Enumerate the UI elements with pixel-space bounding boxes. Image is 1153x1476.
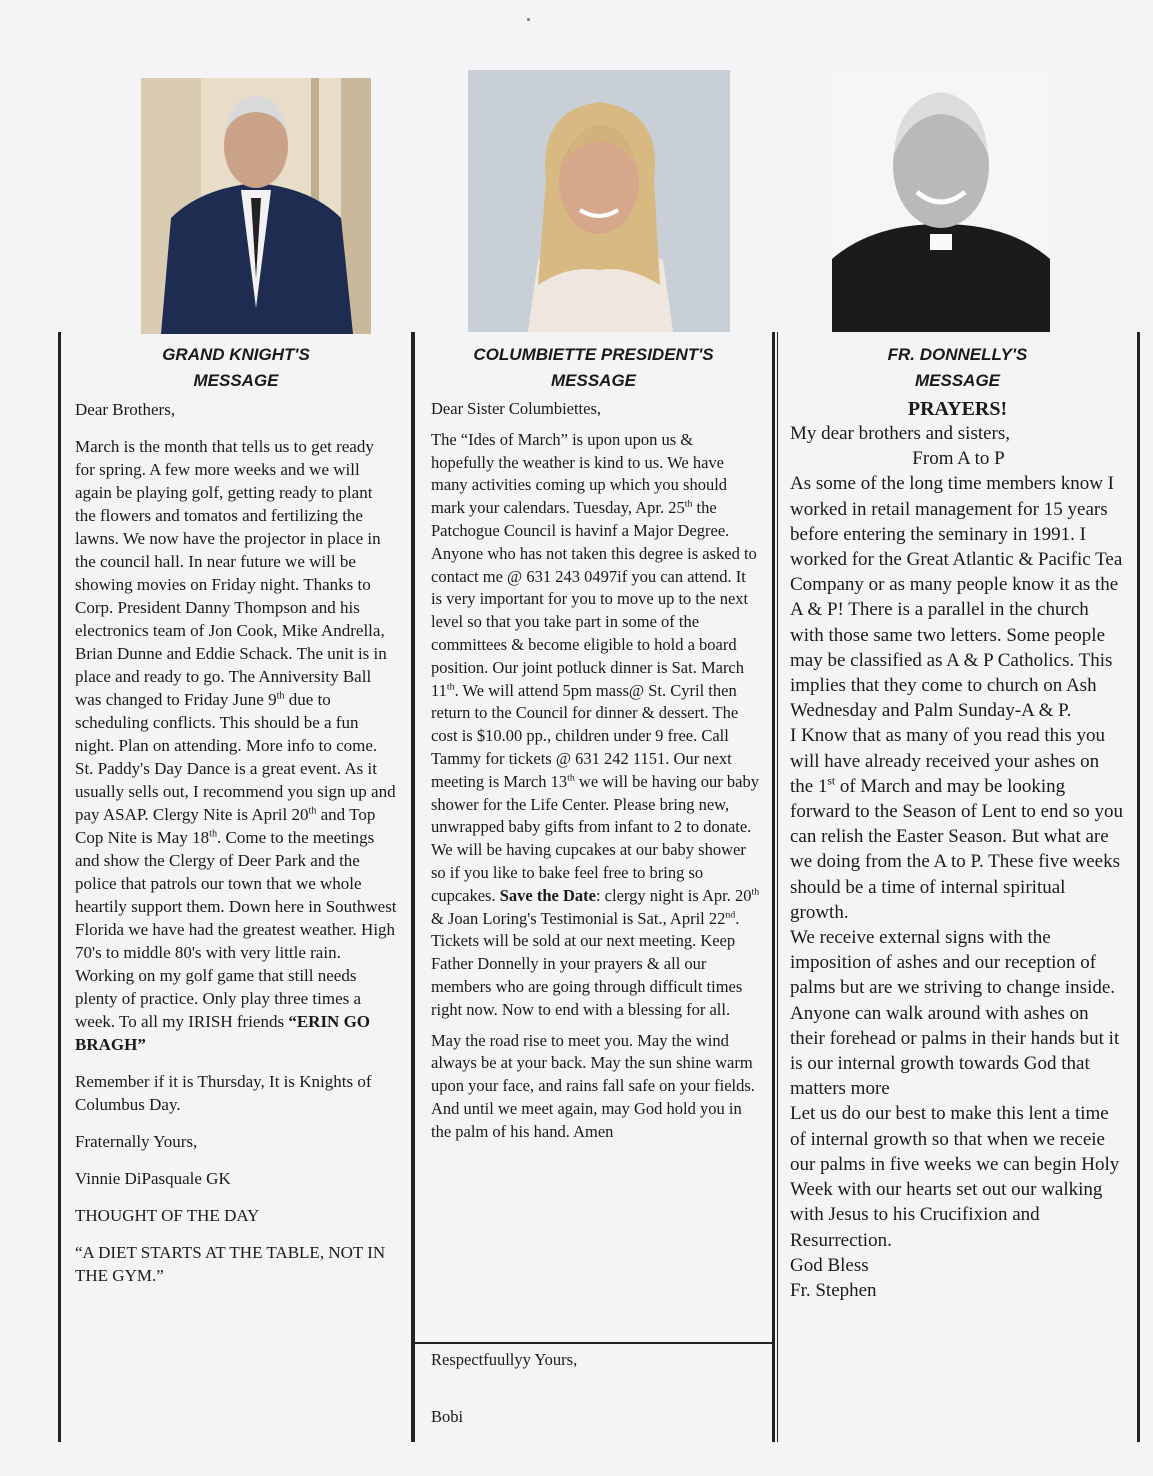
fd-paragraph-3: We receive external signs with the imposition of ashes and our reception of palms but are we striving to change inside. Anyone can walk around with ashes on their forehead or palms in their hands but it is our internal growth towards God that matters more	[790, 927, 1120, 1100]
columbiette-column	[414, 332, 775, 1442]
cp-closing: Respectfuullyy Yours,	[431, 1350, 578, 1369]
gk-thought-title: THOUGHT OF THE DAY	[75, 1206, 260, 1225]
fd-signature: Fr. Stephen	[790, 1279, 877, 1301]
gk-salutation: Dear Brothers,	[75, 400, 176, 419]
scan-speck	[527, 18, 530, 21]
gk-signature: Vinnie DiPasquale GK	[75, 1169, 231, 1188]
gk-paragraph-2: Remember if it is Thursday, It is Knights of Columbus Day.	[75, 1072, 372, 1114]
cp-paragraph-1: The “Ides of March” is upon upon us & hopefully the weather is kind to us. We have many activities coming up which you should mark your calendars. Tuesday, Apr. 25th the Patchogue Council is havinf a Major Degree. Anyone who has not taken this degree is asked to contact me @ 631 243 0497if you can attend. It is very important for you to move up to the next level so that you take part in some of the committees & become eligible to hold a board position. Our joint potluck dinner is Sat. March 11th. We will attend 5pm mass@ St. Cyril then return to the Council for dinner & dessert. The cost is $10.00 pp., children under 9 free. Call Tammy for tickets @ 631 242 1151. Our next meeting is March 13th we will be having our baby shower for the Life Center. Please bring new, unwrapped baby gifts from infant to 2 to donate. We will be having cupcakes at our baby shower so if you like to bake feel free to bring so cupcakes. Save the Date: clergy night is Apr. 20th & Joan Loring's Testimonial is Sat., April 22nd. Tickets will be sold at our next meeting. Keep Father Donnelly in your prayers & all our members who are going through difficult times right now. Now to end with a blessing for all.	[431, 429, 760, 1019]
cp-blessing: May the road rise to meet you. May the wind always be at your back. May the sun shine warm upon your face, and rains fall safe on your fields. And until we meet again, may God hold you in the palm of his hand. Amen	[431, 1030, 755, 1141]
grand-knight-photo	[141, 78, 371, 334]
fr-donnelly-heading: FR. DONNELLY'S MESSAGE	[887, 345, 1028, 390]
grand-knight-heading: GRAND KNIGHT'S MESSAGE	[162, 345, 310, 390]
fr-donnelly-photo	[832, 74, 1050, 332]
gk-closing: Fraternally Yours,	[75, 1132, 198, 1151]
cp-salutation: Dear Sister Columbiettes,	[431, 399, 602, 418]
columbiette-president-photo	[468, 70, 730, 332]
fd-paragraph-1: As some of the long time members know I worked in retail management for 15 years before entering the seminary in 1991. I worked for the Great Atlantic & Pacific Tea Company or as many people know it as the A & P! There is a parallel in the church with those same two letters. Some people may be classified as A & P Catholics. This implies that they come to church on Ash Wednesday and Palm Sunday-A & P.	[790, 473, 1123, 722]
grand-knight-column	[58, 332, 414, 1442]
cp-signoff	[431, 1342, 577, 1462]
fd-greeting: My dear brothers and sisters,	[790, 423, 1011, 444]
cp-signature: Bobi	[431, 1407, 464, 1426]
fr-donnelly-column	[777, 332, 1140, 1442]
fd-paragraph-4: Let us do our best to make this lent a time of internal growth so that when we receie our palms in five weeks we can begin Holy Week with our hearts set out our walking with Jesus to his Crucifixion and Resurrection.	[790, 1103, 1120, 1251]
gk-paragraph-1: March is the month that tells us to get ready for spring. A few more weeks and we will again be playing golf, getting ready to plant the flowers and tomatos and fertilizing the lawns. We now have the projector in place in the council hall. In near future we will be showing movies on Friday night. Thanks to Corp. President Danny Thompson and his electronics team of Jon Cook, Mike Andrella, Brian Dunne and Eddie Schack. The unit is in place and ready to go. The Anniversity Ball was changed to Friday June 9th due to scheduling conflicts. This should be a fun night. Plan on attending. More info to come. St. Paddy's Day Dance is a great event. As it usually sells out, I recommend you sign up and pay ASAP. Clergy Nite is April 20th and Top Cop Nite is May 18th. Come to the meetings and show the Clergy of Deer Park and the police that patrols our town that we whole heartily support them. Down here in Southwest Florida we have had the greatest weather. High 70's to middle 80's with very little rain. Working on my golf game that still needs plenty of practice. Only play three times a week. To all my IRISH friends “ERIN GO BRAGH”	[75, 437, 397, 1054]
gk-thought: “A DIET STARTS AT THE TABLE, NOT IN THE GYM.”	[75, 1243, 386, 1285]
columbiette-heading: COLUMBIETTE PRESIDENT'S MESSAGE	[473, 345, 714, 390]
fd-paragraph-2: I Know that as many of you read this you will have already received your ashes on the 1st of March and may be looking forward to the Season of Lent to end so you can relish the Easter Season. But what are we doing from the A to P. These five weeks should be a time of internal spiritual growth.	[790, 725, 1123, 923]
fd-subtitle: From A to P	[912, 448, 1005, 470]
prayers-title: PRAYERS!	[907, 398, 1008, 420]
fd-blessing: God Bless	[790, 1254, 869, 1276]
